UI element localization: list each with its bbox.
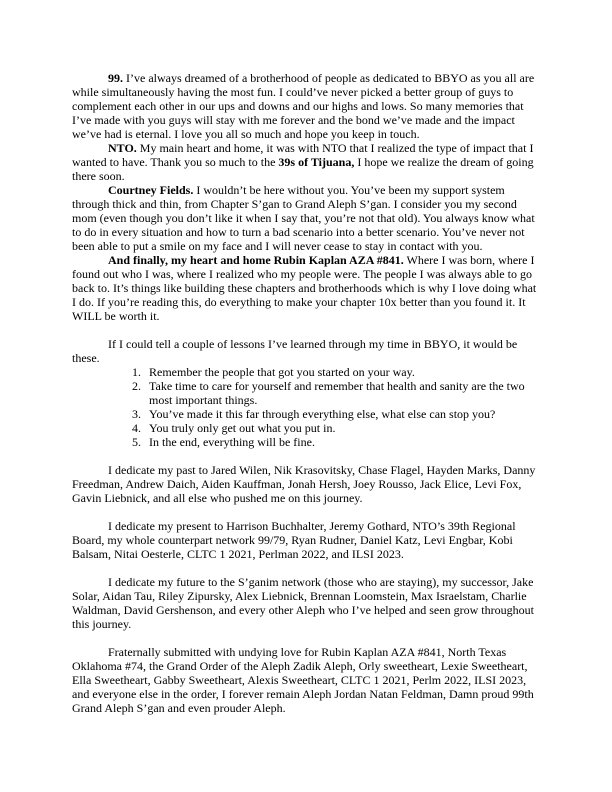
- dedication-nto-run: I hope we realize the dream of going there soon.: [72, 155, 534, 183]
- lessons-intro-run: If I could tell a couple of lessons I’ve learned through my time in BBYO, it would be these.: [72, 337, 518, 365]
- dedication-99-run: 99.: [108, 71, 123, 85]
- dedication-past-run: I dedicate my past to Jared Wilen, Nik Krasovitsky, Chase Flagel, Hayden Marks, Danny Freedman, Andrew Daich, Aiden Kauffman, Jonah Hersh, Joey Rousso, Jack Elice, Levi Fox, Gavin Liebnick, and all else who pushed me on this journey.: [72, 463, 536, 505]
- dedication-future-run: I dedicate my future to the S’ganim network (those who are staying), my successor, Jake Solar, Aidan Tau, Riley Zipursky, Alex Liebnick, Brennan Loomstein, Max Israelstam, Charlie Waldman, David Gershenson, and every other Aleph who I’ve helped and seen grow throughout this journey.: [72, 575, 534, 631]
- closing-signature-run: Fraternally submitted with undying love for Rubin Kaplan AZA #841, North Texas Oklahoma #74, the Grand Order of the Aleph Zadik Aleph, Orly sweetheart, Lexie Sweetheart, Ella Sweetheart, Gabby Sweetheart, Alexis Sweetheart, CLTC 1 2021, Perlm 2022, ILSI 2023, and everyone else in the order, I forever remain Aleph Jordan Natan Feldman, Damn proud 99th Grand Aleph S’gan and even prouder Aleph.: [72, 645, 534, 715]
- lesson-item: 2. Take time to care for yourself and remember that health and sanity are the two most important things.: [144, 379, 540, 407]
- lesson-item: 5. In the end, everything will be fine.: [144, 435, 540, 449]
- dedication-nto: [72, 141, 540, 183]
- dedication-99-run: I’ve always dreamed of a brotherhood of people as dedicated to BBYO as you all are while simultaneously having the most fun. I could’ve never picked a better group of guys to complement each other in our ups and downs and our highs and lows. So many memories that I’ve made with you guys will stay with me forever and the bond we’ve made and the impact we’ve had is eternal. I love you all so much and hope you keep in touch.: [72, 71, 535, 141]
- dedication-present: [72, 519, 540, 561]
- dedication-nto-run: NTO.: [108, 141, 137, 155]
- dedication-rubin-kaplan: [72, 253, 540, 323]
- lesson-item: 4. You truly only get out what you put in.: [144, 421, 540, 435]
- dedication-courtney-fields-run: Courtney Fields.: [108, 183, 194, 197]
- dedication-nto-run: My main heart and home, it was with NTO that I realized the type of impact that I wanted to have. Thank you so much to the: [72, 141, 534, 169]
- dedication-courtney-fields-run: I wouldn’t be here without you. You’ve been my support system through thick and thin, from Chapter S’gan to Grand Aleph S’gan. I consider you my second mom (even though you don’t like it when I say that, you’re not that old). You always know what to do in every situation and how to turn a bad scenario into a better scenario. You’ve never not been able to put a smile on my face and I will never cease to stay in contact with you.: [72, 183, 535, 253]
- lesson-item: 1. Remember the people that got you started on your way.: [144, 365, 540, 379]
- lessons-list: [72, 365, 540, 449]
- dedication-rubin-kaplan-run: Where I was born, where I found out who I was, where I realized who my people were. The people I was always able to go back to. It’s things like building these chapters and brotherhoods which is why I love doing what I do. If you’re reading this, do everything to make your chapter 10x better than you found it. It WILL be worth it.: [72, 253, 537, 323]
- dedication-present-run: I dedicate my present to Harrison Buchhalter, Jeremy Gothard, NTO’s 39th Regional Board, my whole counterpart network 99/79, Ryan Rudner, Daniel Katz, Levi Engbar, Kobi Balsam, Nitai Oesterle, CLTC 1 2021, Perlman 2022, and ILSI 2023.: [72, 519, 516, 561]
- document-content: [72, 71, 540, 715]
- lessons-intro: [72, 337, 540, 365]
- dedication-courtney-fields: [72, 183, 540, 253]
- lesson-item: 3. You’ve made it this far through everything else, what else can stop you?: [144, 407, 540, 421]
- dedication-99: [72, 71, 540, 141]
- dedication-nto-run: 39s of Tijuana,: [278, 155, 355, 169]
- closing-signature: [72, 645, 540, 715]
- dedication-future: [72, 575, 540, 631]
- dedication-past: [72, 463, 540, 505]
- dedication-rubin-kaplan-run: And finally, my heart and home Rubin Kaplan AZA #841.: [108, 253, 404, 267]
